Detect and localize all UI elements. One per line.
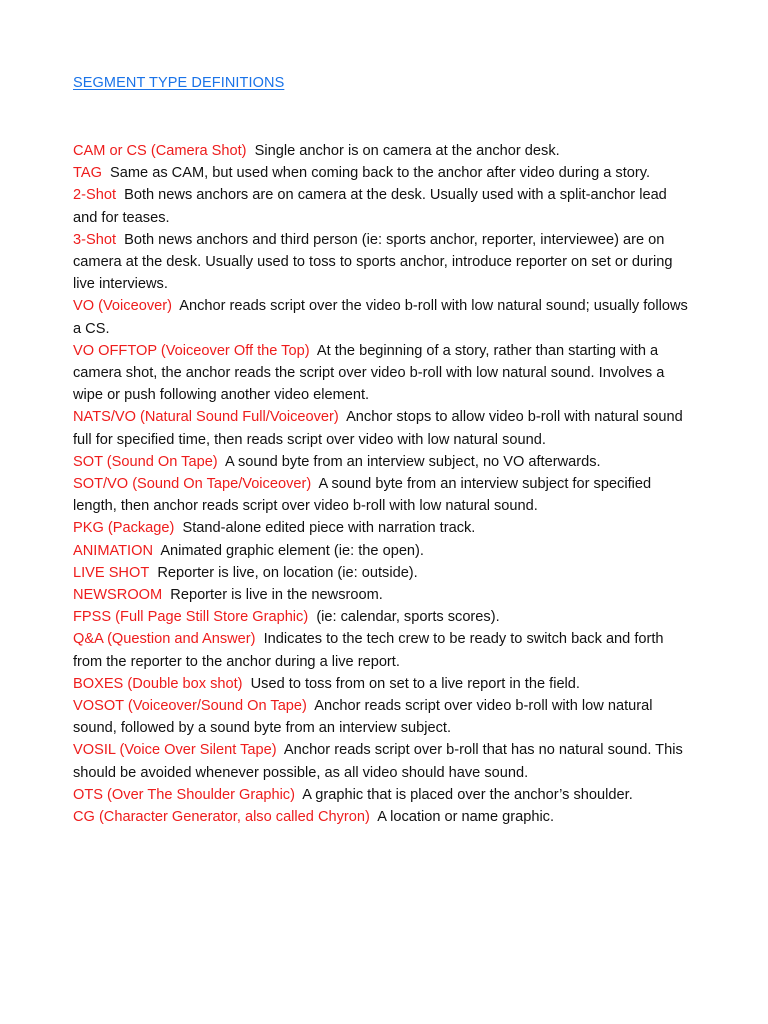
definition-term: SOT (Sound On Tape) (73, 453, 218, 470)
definition-term: VOSIL (Voice Over Silent Tape) (73, 742, 277, 759)
definition-entry (73, 229, 695, 296)
definition-entry (73, 162, 695, 184)
definition-text: Reporter is live, on location (ie: outside). (157, 564, 418, 581)
definition-term: FPSS (Full Page Still Store Graphic) (73, 609, 309, 626)
definition-term: 3-Shot (73, 231, 116, 248)
definition-term: SOT/VO (Sound On Tape/Voiceover) (73, 476, 312, 493)
definition-term: BOXES (Double box shot) (73, 675, 243, 692)
definition-entry (73, 295, 695, 339)
definition-text: A location or name graphic. (377, 809, 555, 826)
definition-term: CAM or CS (Camera Shot) (73, 143, 247, 159)
definition-term: VO OFFTOP (Voiceover Off the Top) (73, 342, 310, 359)
definition-term: VOSOT (Voiceover/Sound On Tape) (73, 698, 307, 715)
definition-term: OTS (Over The Shoulder Graphic) (73, 786, 295, 803)
definition-term: Q&A (Question and Answer) (73, 631, 256, 648)
definition-entry (73, 606, 695, 628)
definition-term: PKG (Package) (73, 520, 175, 537)
definition-text: Indicates to the tech crew to be ready to switch back and forth from the reporter to the anchor during a live report. (73, 631, 664, 670)
definition-text: A graphic that is placed over the anchor’s shoulder. (302, 786, 633, 803)
definition-entry (73, 584, 695, 606)
definition-entry (73, 806, 695, 828)
definition-entry (73, 784, 695, 806)
definition-entry (73, 140, 695, 162)
definition-text: (ie: calendar, sports scores). (316, 609, 500, 626)
definition-entry (73, 406, 695, 450)
definition-entry (73, 695, 695, 739)
definition-text: A sound byte from an interview subject for specified length, then anchor reads script over video b-roll with low natural sound. (73, 476, 652, 515)
definition-text: A sound byte from an interview subject, no VO afterwards. (224, 453, 601, 470)
definition-text: Single anchor is on camera at the anchor desk. (254, 143, 560, 159)
definition-term: CG (Character Generator, also called Chyron) (73, 809, 370, 826)
definition-term: NEWSROOM (73, 587, 163, 604)
definition-text: Used to toss from on set to a live report in the field. (250, 675, 580, 692)
definition-term: ANIMATION (73, 542, 153, 559)
definitions-list (73, 140, 695, 828)
definition-term: VO (Voiceover) (73, 298, 172, 315)
definition-term: NATS/VO (Natural Sound Full/Voiceover) (73, 409, 339, 426)
definition-text: Anchor stops to allow video b-roll with natural sound full for specified time, then reads script over video with low natural sound. (73, 409, 683, 448)
definition-entry (73, 473, 695, 517)
definition-entry (73, 451, 695, 473)
definition-term: TAG (73, 165, 102, 182)
definition-entry (73, 562, 695, 584)
document-title: SEGMENT TYPE DEFINITIONS (73, 75, 285, 91)
definition-entry (73, 673, 695, 695)
definition-text: Same as CAM, but used when coming back to the anchor after video during a story. (110, 165, 651, 182)
definition-entry (73, 517, 695, 539)
definition-entry (73, 739, 695, 783)
definition-entry (73, 540, 695, 562)
definition-term: LIVE SHOT (73, 564, 150, 581)
definition-text: Anchor reads script over the video b-roll with low natural sound; usually follows a CS. (73, 298, 688, 337)
definition-text: Stand-alone edited piece with narration track. (182, 520, 476, 537)
definition-entry (73, 628, 695, 672)
definition-text: Both news anchors are on camera at the desk. Usually used with a split-anchor lead and for teases. (73, 187, 667, 226)
definition-entry (73, 184, 695, 228)
definition-text: Anchor reads script over video b-roll with low natural sound, followed by a sound byte from an interview subject. (73, 698, 653, 737)
definition-text: Anchor reads script over b-roll that has no natural sound. This should be avoided whenever possible, as all video should have sound. (73, 742, 683, 781)
definition-text: Both news anchors and third person (ie: sports anchor, reporter, interviewee) are on camera at the desk. Usually used to toss to sports anchor, introduce reporter on set or during live interviews. (73, 231, 673, 293)
definition-term: 2-Shot (73, 187, 116, 204)
definition-entry (73, 340, 695, 407)
definition-text: Animated graphic element (ie: the open). (160, 542, 424, 559)
definition-text: At the beginning of a story, rather than starting with a camera shot, the anchor reads the script over video b-roll with low natural sound. Involves a wipe or push following another video element. (73, 342, 665, 404)
definition-text: Reporter is live in the newsroom. (170, 587, 383, 604)
